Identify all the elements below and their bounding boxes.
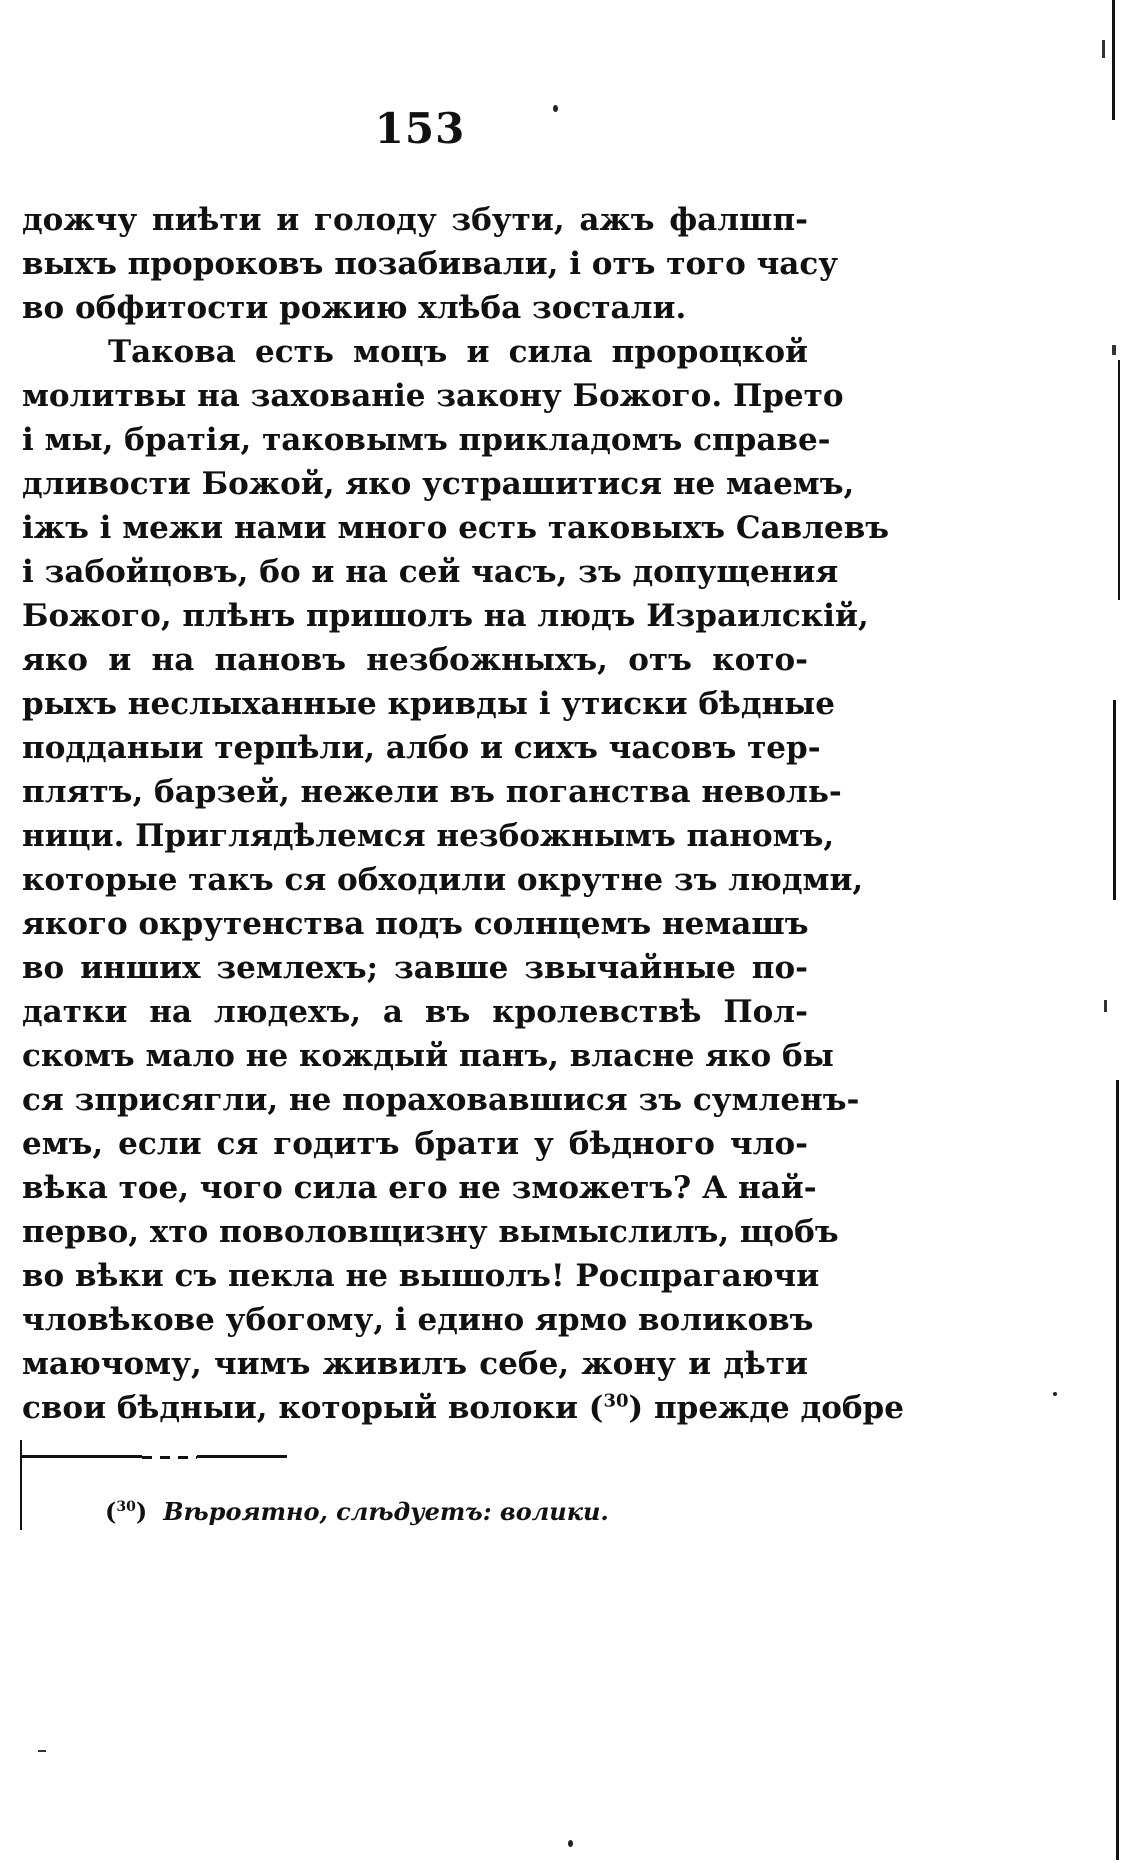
text-line: выхъ пророковъ позабивали, і отъ того часу	[22, 246, 839, 282]
text-line: маючому, чимъ живилъ себе, жону и дѣти	[22, 1346, 808, 1382]
text-line: яко и на пановъ незбожныхъ, отъ кото-	[22, 642, 808, 678]
scan-edge-line	[1113, 700, 1116, 900]
text-line: датки на людехъ, а въ кролевствѣ Пол-	[22, 994, 808, 1030]
body-text	[22, 198, 904, 1430]
text-line: і забойцовъ, бо и на сей часъ, зъ допущения	[22, 554, 839, 590]
scan-edge-line	[20, 1440, 22, 1530]
text-line: плятъ, барзей, нежели въ поганства неволь-	[22, 774, 842, 810]
page-number: 153	[374, 104, 466, 153]
footnote-reference: 30	[603, 1390, 629, 1412]
scan-edge-mark	[1102, 40, 1105, 58]
text-line: вѣка тое, чого сила его не зможетъ? А най-	[22, 1170, 817, 1206]
text-line: скомъ мало не кождый панъ, власне яко бы	[22, 1038, 834, 1074]
ink-speck	[1053, 1392, 1057, 1396]
scan-edge-line	[1118, 360, 1120, 600]
ink-speck	[553, 105, 558, 112]
text-line: во вѣки съ пекла не вышолъ! Роспрагаючи	[22, 1258, 820, 1294]
text-line: ници. Приглядѣлемся незбожнымъ паномъ,	[22, 818, 835, 854]
text-line: молитвы на захованіе закону Божого. Прето	[22, 378, 844, 414]
footnote-text: Вѣроятно, слѣдуетъ: волики.	[163, 1497, 609, 1526]
text-fragment: ) прежде добре	[628, 1390, 904, 1426]
ink-speck	[568, 1840, 573, 1847]
text-line: емъ, если ся годитъ брати у бѣдного чло-	[22, 1126, 808, 1162]
text-line: Божого, плѣнъ пришолъ на людъ Израилскій,	[22, 598, 869, 634]
text-line: іжъ і межи нами много есть таковыхъ Савлевъ	[22, 510, 890, 546]
text-line: ся зприсягли, не пораховавшися зъ сумленъ-	[22, 1082, 860, 1118]
text-line: перво, хто поволовщизну вымыслилъ, щобъ	[22, 1214, 839, 1250]
footnote-number: 30	[116, 1499, 136, 1515]
text-line: чловѣкове убогому, і едино ярмо воликовъ	[22, 1302, 814, 1338]
text-line: подданыи терпѣли, албо и сихъ часовъ тер-	[22, 730, 821, 766]
scan-edge-mark	[38, 1750, 46, 1752]
scan-edge-line	[1112, 0, 1115, 120]
separator-dashes	[142, 1454, 197, 1460]
text-line: дожчу пиѣти и голоду збути, ажъ фалшп-	[22, 202, 808, 238]
footnote-mark: ($^{30}$)	[105, 1497, 148, 1526]
scan-edge-mark	[1112, 345, 1116, 355]
text-line: дливости Божой, яко устрашитися не маемъ,	[22, 466, 855, 502]
text-line: рыхъ неслыханные кривды і утиски бѣдные	[22, 686, 835, 722]
text-line: якого окрутенства подъ солнцемъ немашъ	[22, 906, 809, 942]
text-line: Такова есть моцъ и сила пророцкой	[108, 334, 808, 370]
text-line: і мы, братія, таковымъ прикладомъ справе-	[22, 422, 831, 458]
footnote	[105, 1497, 609, 1527]
text-line: во обфитости рожию хлѣба зостали.	[22, 290, 687, 326]
scan-edge-line	[1116, 1080, 1119, 1860]
scan-edge-mark	[1104, 1000, 1107, 1012]
text-line: которые такъ ся обходили окрутне зъ людми,	[22, 862, 864, 898]
text-line: во инших землехъ; завше звычайные по-	[22, 950, 808, 986]
text-fragment: свои бѣдныи, который волоки (	[22, 1390, 604, 1426]
text-line-with-footnote-ref	[22, 1386, 904, 1430]
footnote-separator	[22, 1455, 287, 1458]
